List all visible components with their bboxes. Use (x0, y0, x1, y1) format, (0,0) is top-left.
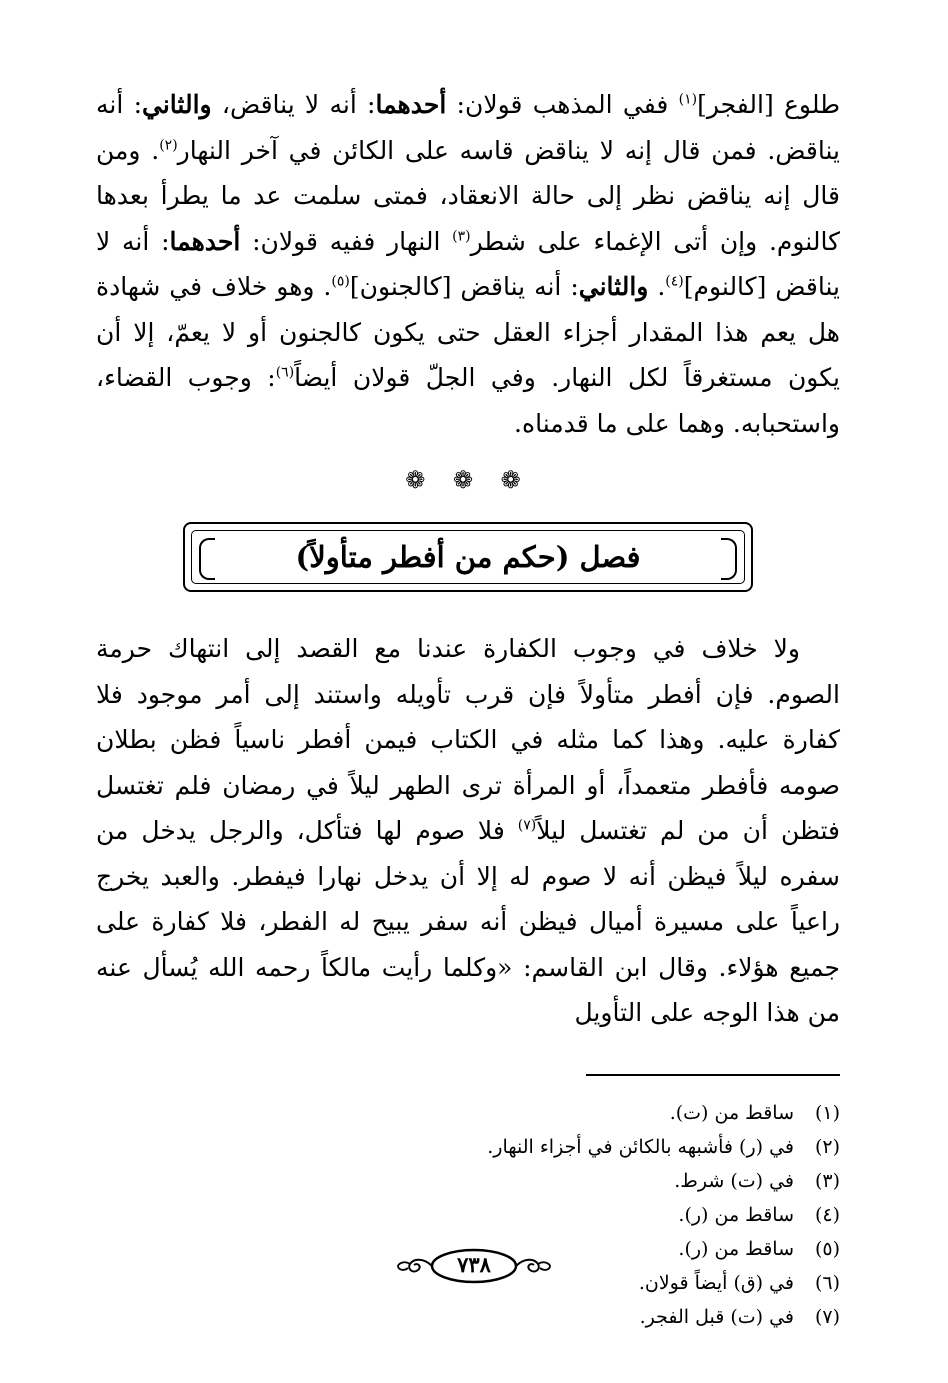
text-run: ولا خلاف في وجوب الكفارة عندنا مع القصد إلى انتهاك حرمة الصوم. فإن أفطر متأولاً فإن قرب تأويله واستند إلى أمر موجود فلا كفارة عليه. وهذا كما مثله في الكتاب فيمن أفطر ناسياً فظن بطلان صومه فأفطر متعمداً، أو المرأة ترى الطهر ليلاً في رمضان فلم تغتسل فتظن أن من لم تغتسل ليلاً (96, 634, 840, 845)
footnote-number: (٦) (814, 1271, 840, 1294)
footnote-ref-7[interactable]: (٧) (517, 817, 537, 834)
footnote-ref-4[interactable]: (٤) (665, 273, 684, 290)
page-number: ٧٣٨ (457, 1252, 491, 1277)
footnote-ref-1[interactable]: (١) (678, 91, 698, 108)
footnote-number: (٧) (814, 1305, 840, 1328)
footnote-number: (٣) (814, 1169, 840, 1192)
footnote-item (96, 1130, 840, 1164)
footnote-number: (١) (814, 1101, 840, 1124)
text-run: . ومن قال إنه يناقض نظر إلى حالة الانعقاد، فمتى سلمت عد ما يطرأ بعدها كالنوم. وإن أتى الإغماء على شطر (96, 135, 840, 256)
section-heading-frame (183, 522, 753, 592)
footnote-ref-2[interactable]: (٢) (159, 137, 178, 154)
text-run: . وهو خلاف في شهادة هل يعم هذا المقدار أجزاء العقل حتى يكون كالجنون أو لا يعمّ، إلا أن يكون مستغرقاً لكل النهار. وفي الجلّ قولان أيضاً (96, 272, 840, 392)
text-run: : أنه لا يناقض، (211, 90, 376, 119)
text-run: طلوع [الفجر] (697, 90, 840, 119)
text-run: : أنه يناقض [كالجنون] (349, 272, 579, 301)
bold-term: أحدهما (375, 90, 447, 119)
page-content (96, 82, 840, 1334)
footnote-number: (٥) (814, 1237, 840, 1260)
bold-term: أحدهما (169, 226, 241, 256)
footnote-text: في (ر) فأشبهه بالكائن في أجزاء النهار. (487, 1135, 794, 1158)
footnote-divider (586, 1074, 840, 1076)
text-run: النهار ففيه قولان: (240, 226, 453, 256)
footnote-item (96, 1096, 840, 1130)
footnote-item (96, 1300, 840, 1334)
footnote-list (96, 1096, 840, 1334)
bold-term: والثاني (142, 90, 212, 119)
text-run: : أنه يناقض. فمن قال إنه لا يناقض قاسه على الكائن في آخر النهار (96, 90, 841, 165)
section-separator: ❁ ❁ ❁ (405, 466, 531, 494)
footnote-number: (٢) (814, 1135, 840, 1158)
text-run: : وجوب القضاء، واستحبابه. وهما على ما قدمناه. (96, 363, 840, 438)
top-paragraph (96, 82, 840, 446)
footnote-ref-3[interactable]: (٣) (452, 228, 471, 245)
footnote-ref-5[interactable]: (٥) (331, 273, 350, 290)
text-run: : أنه لا يناقض [كالنوم] (96, 226, 840, 301)
page-number-ornament (394, 1244, 554, 1288)
section-paragraph (96, 626, 840, 1036)
footnote-text: ساقط من (ر). (678, 1203, 794, 1226)
text-run: فلا صوم لها فتأكل، والرجل يدخل من سفره ليلاً فيظن أنه لا صوم له إلا أن يدخل نهارا فيفطر. والعبد يخرج راعياً على مسيرة أميال فيظن أنه سفر يبيح له الفطر، فلا كفارة على جميع هؤلاء. وقال ابن القاسم: «وكلما رأيت مالكاً رحمه الله يُسأل عنه من هذا الوجه على التأويل (96, 816, 840, 1027)
footnote-number: (٤) (814, 1203, 840, 1226)
text-run: . (648, 272, 666, 301)
footnote-text: في (ت) شرط. (674, 1169, 794, 1192)
bold-term: والثاني (578, 272, 649, 301)
footnote-ref-6[interactable]: (٦) (275, 364, 295, 381)
footnote-item (96, 1198, 840, 1232)
footnote-text: ساقط من (ت). (669, 1101, 794, 1124)
footnote-item (96, 1164, 840, 1198)
footnote-text: في (ق) أيضاً قولان. (638, 1271, 794, 1294)
footnote-text: ساقط من (ر). (678, 1237, 794, 1260)
footnote-text: في (ت) قبل الفجر. (639, 1305, 794, 1328)
text-run: ففي المذهب قولان: (446, 90, 679, 119)
section-heading: فصل (حكم من أفطر متأولاً) (295, 540, 641, 574)
